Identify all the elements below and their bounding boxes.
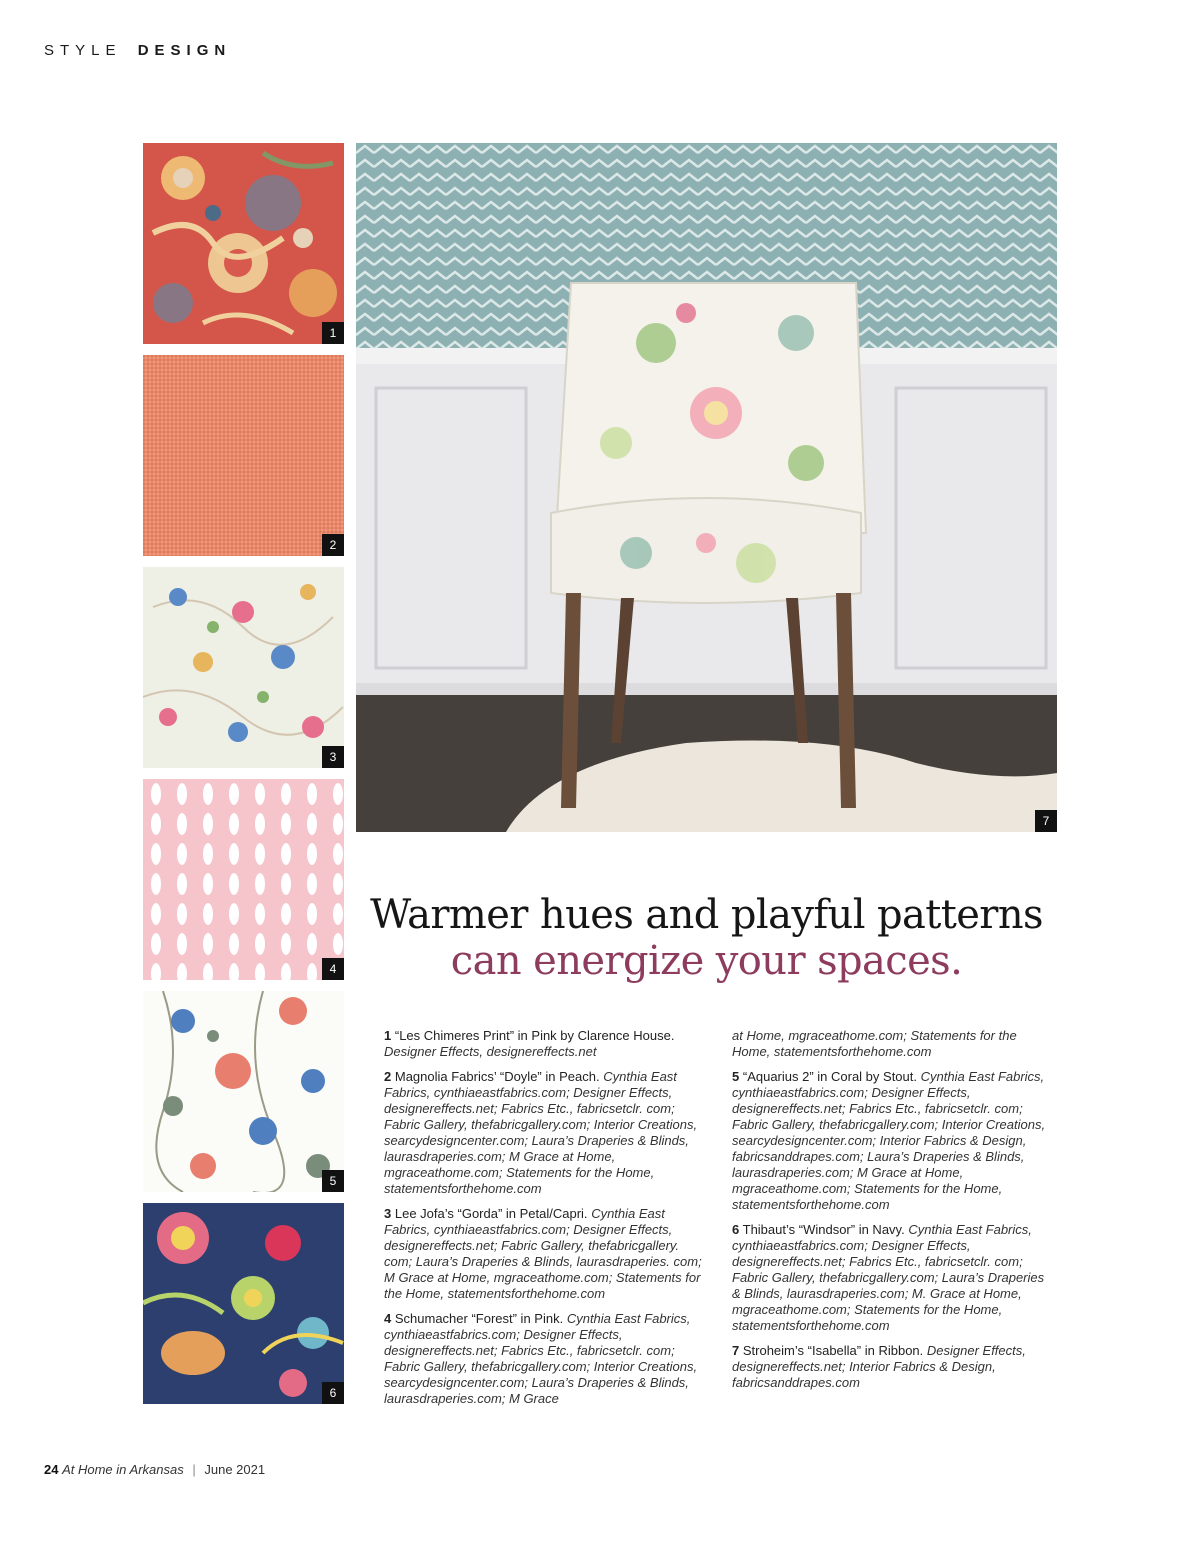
credit-entry: 7 Stroheim’s “Isabella” in Ribbon. Designer Effects, designereffects.net; Interior Fabrics & Design, fabricsanddrapes.com <box>732 1343 1026 1390</box>
headline-line-2: can energize your spaces. <box>450 938 963 984</box>
credit-title: Lee Jofa’s “Gorda” in Petal/Capri. <box>394 1206 588 1221</box>
page-number: 24 <box>44 1462 59 1477</box>
swatch-number-badge: 5 <box>322 1170 344 1192</box>
swatch-3-image <box>143 567 344 768</box>
credit-entry: 6 Thibaut’s “Windsor” in Navy. Cynthia East Fabrics, cynthiaeastfabrics.com; Designer Effects, designereffects.net; Fabrics Etc., fabricsetclr. com; Fabric Gallery, thefabricgallery.com; Laura’s Draperies & Blinds, laurasdraperies.com; M. Grace at Home, mgraceathome.com; Statements for the Home, statementsforthehome.com <box>732 1222 1045 1333</box>
credits-column-left <box>384 1028 706 1416</box>
headline-line-1: Warmer hues and playful patterns <box>370 892 1043 938</box>
credit-sources: Designer Effects, designereffects.net; Interior Fabrics & Design, fabricsanddrapes.com <box>732 1343 1026 1390</box>
credit-entry: 5 “Aquarius 2” in Coral by Stout. Cynthia East Fabrics, cynthiaeastfabrics.com; Designer Effects, designereffects.net; Fabrics Etc., fabricsetclr. com; Fabric Gallery, thefabricgallery.com; Interior Creations, searcydesigncenter.com; Interior Fabrics & Design, fabricsanddrapes.com; Laura’s Draperies & Blinds, laurasdraperies.com; M Grace at Home, mgraceathome.com; Statements for the Home, statementsforthehome.com <box>732 1069 1046 1212</box>
credit-sources: Cynthia East Fabrics, cynthiaeastfabrics.com; Designer Effects, designereffects.net; Fabrics Etc., fabricsetclr. com; Fabric Gallery, thefabricgallery.com; Interior Creations, searcydesigncenter.com; Interior Fabrics & Design, fabricsanddrapes.com; Laura’s Draperies & Blinds, laurasdraperies.com; M Grace at Home, mgraceathome.com; Statements for the Home, statementsforthehome.com <box>732 1069 1046 1212</box>
swatch-number-badge: 2 <box>322 534 344 556</box>
credit-entry: 4 Schumacher “Forest” in Pink. Cynthia East Fabrics, cynthiaeastfabrics.com; Designer Effects, designereffects.net; Fabrics Etc., fabricsetclr. com; Fabric Gallery, thefabricgallery.com; Interior Creations, searcydesigncenter.com; Laura’s Draperies & Blinds, laurasdraperies.com; M Grace <box>384 1311 698 1406</box>
credit-entry: 1 “Les Chimeres Print” in Pink by Clarence House. Designer Effects, designereffects.net <box>384 1028 675 1059</box>
credit-title: “Aquarius 2” in Coral by Stout. <box>742 1069 917 1084</box>
credit-title: Schumacher “Forest” in Pink. <box>394 1311 564 1326</box>
credit-sources: Cynthia East Fabrics, cynthiaeastfabrics.com; Designer Effects, designereffects.net; Fabrics Etc., fabricsetclr. com; Fabric Gallery, thefabricgallery.com; Interior Creations, searcydesigncenter.com; Laura’s Draperies & Blinds, laurasdraperies.com; M Grace <box>384 1311 698 1406</box>
magazine-name: At Home in Arkansas <box>62 1462 184 1477</box>
photo-number-badge: 7 <box>1035 810 1057 832</box>
credit-sources: Cynthia East Fabrics, cynthiaeastfabrics.com; Designer Effects, designereffects.net; Fabrics Etc., fabricsetclr. com; Fabric Gallery, thefabricgallery.com; Laura’s Draperies & Blinds, laurasdraperies.com; M. Grace at Home, mgraceathome.com; Statements for the Home, statementsforthehome.com <box>732 1222 1045 1333</box>
issue-date: June 2021 <box>204 1462 266 1477</box>
credit-continuation: at Home, mgraceathome.com; Statements for the Home, statementsforthehome.com <box>732 1028 1017 1059</box>
swatch-5-image <box>143 991 344 1192</box>
credit-entry: 3 Lee Jofa’s “Gorda” in Petal/Capri. Cynthia East Fabrics, cynthiaeastfabrics.com; Designer Effects, designereffects.net; Fabric Gallery, thefabricgallery. com; Laura’s Draperies & Blinds, laurasdraperies. com; M Grace at Home, mgraceathome.com; Statements for the Home, statementsforthehome.com <box>384 1206 702 1301</box>
swatch-4-image <box>143 779 344 980</box>
credit-title: Stroheim’s “Isabella” in Ribbon. <box>742 1343 924 1358</box>
section-label-style: STYLE <box>44 42 122 59</box>
footer-separator: | <box>192 1462 196 1477</box>
swatch-number-badge: 6 <box>322 1382 344 1404</box>
credit-sources: Designer Effects, designereffects.net <box>384 1044 597 1059</box>
credit-sources: Cynthia East Fabrics, cynthiaeastfabrics.com; Designer Effects, designereffects.net; Fabrics Etc., fabricsetclr. com; Fabric Gallery, thefabricgallery.com; Interior Creations, searcydesigncenter.com; Laura’s Draperies & Blinds, laurasdraperies.com; M Grace at Home, mgraceathome.com; Statements for the Home, statementsforthehome.com <box>384 1069 698 1196</box>
swatch-number-badge: 4 <box>322 958 344 980</box>
chair-photo <box>356 143 1057 832</box>
credit-entry: 2 Magnolia Fabrics’ “Doyle” in Peach. Cynthia East Fabrics, cynthiaeastfabrics.com; Designer Effects, designereffects.net; Fabrics Etc., fabricsetclr. com; Fabric Gallery, thefabricgallery.com; Interior Creations, searcydesigncenter.com; Laura’s Draperies & Blinds, laurasdraperies.com; M Grace at Home, mgraceathome.com; Statements for the Home, statementsforthehome.com <box>384 1069 698 1196</box>
credit-sources: Cynthia East Fabrics, cynthiaeastfabrics.com; Designer Effects, designereffects.net; Fabric Gallery, thefabricgallery. com; Laura’s Draperies & Blinds, laurasdraperies. com; M Grace at Home, mgraceathome.com; Statements for the Home, statementsforthehome.com <box>384 1206 702 1301</box>
credits-column-right <box>732 1028 1054 1400</box>
page-footer <box>44 1462 265 1477</box>
swatch-number-badge: 1 <box>322 322 344 344</box>
swatch-1-image <box>143 143 344 344</box>
swatch-number-badge: 3 <box>322 746 344 768</box>
credit-title: Magnolia Fabrics’ “Doyle” in Peach. <box>394 1069 600 1084</box>
section-label <box>44 42 231 59</box>
swatch-2-image <box>143 355 344 556</box>
credit-title: Thibaut’s “Windsor” in Navy. <box>742 1222 905 1237</box>
credit-title: “Les Chimeres Print” in Pink by Clarence House. <box>394 1028 675 1043</box>
section-label-design: DESIGN <box>137 42 232 59</box>
swatch-6-image <box>143 1203 344 1404</box>
